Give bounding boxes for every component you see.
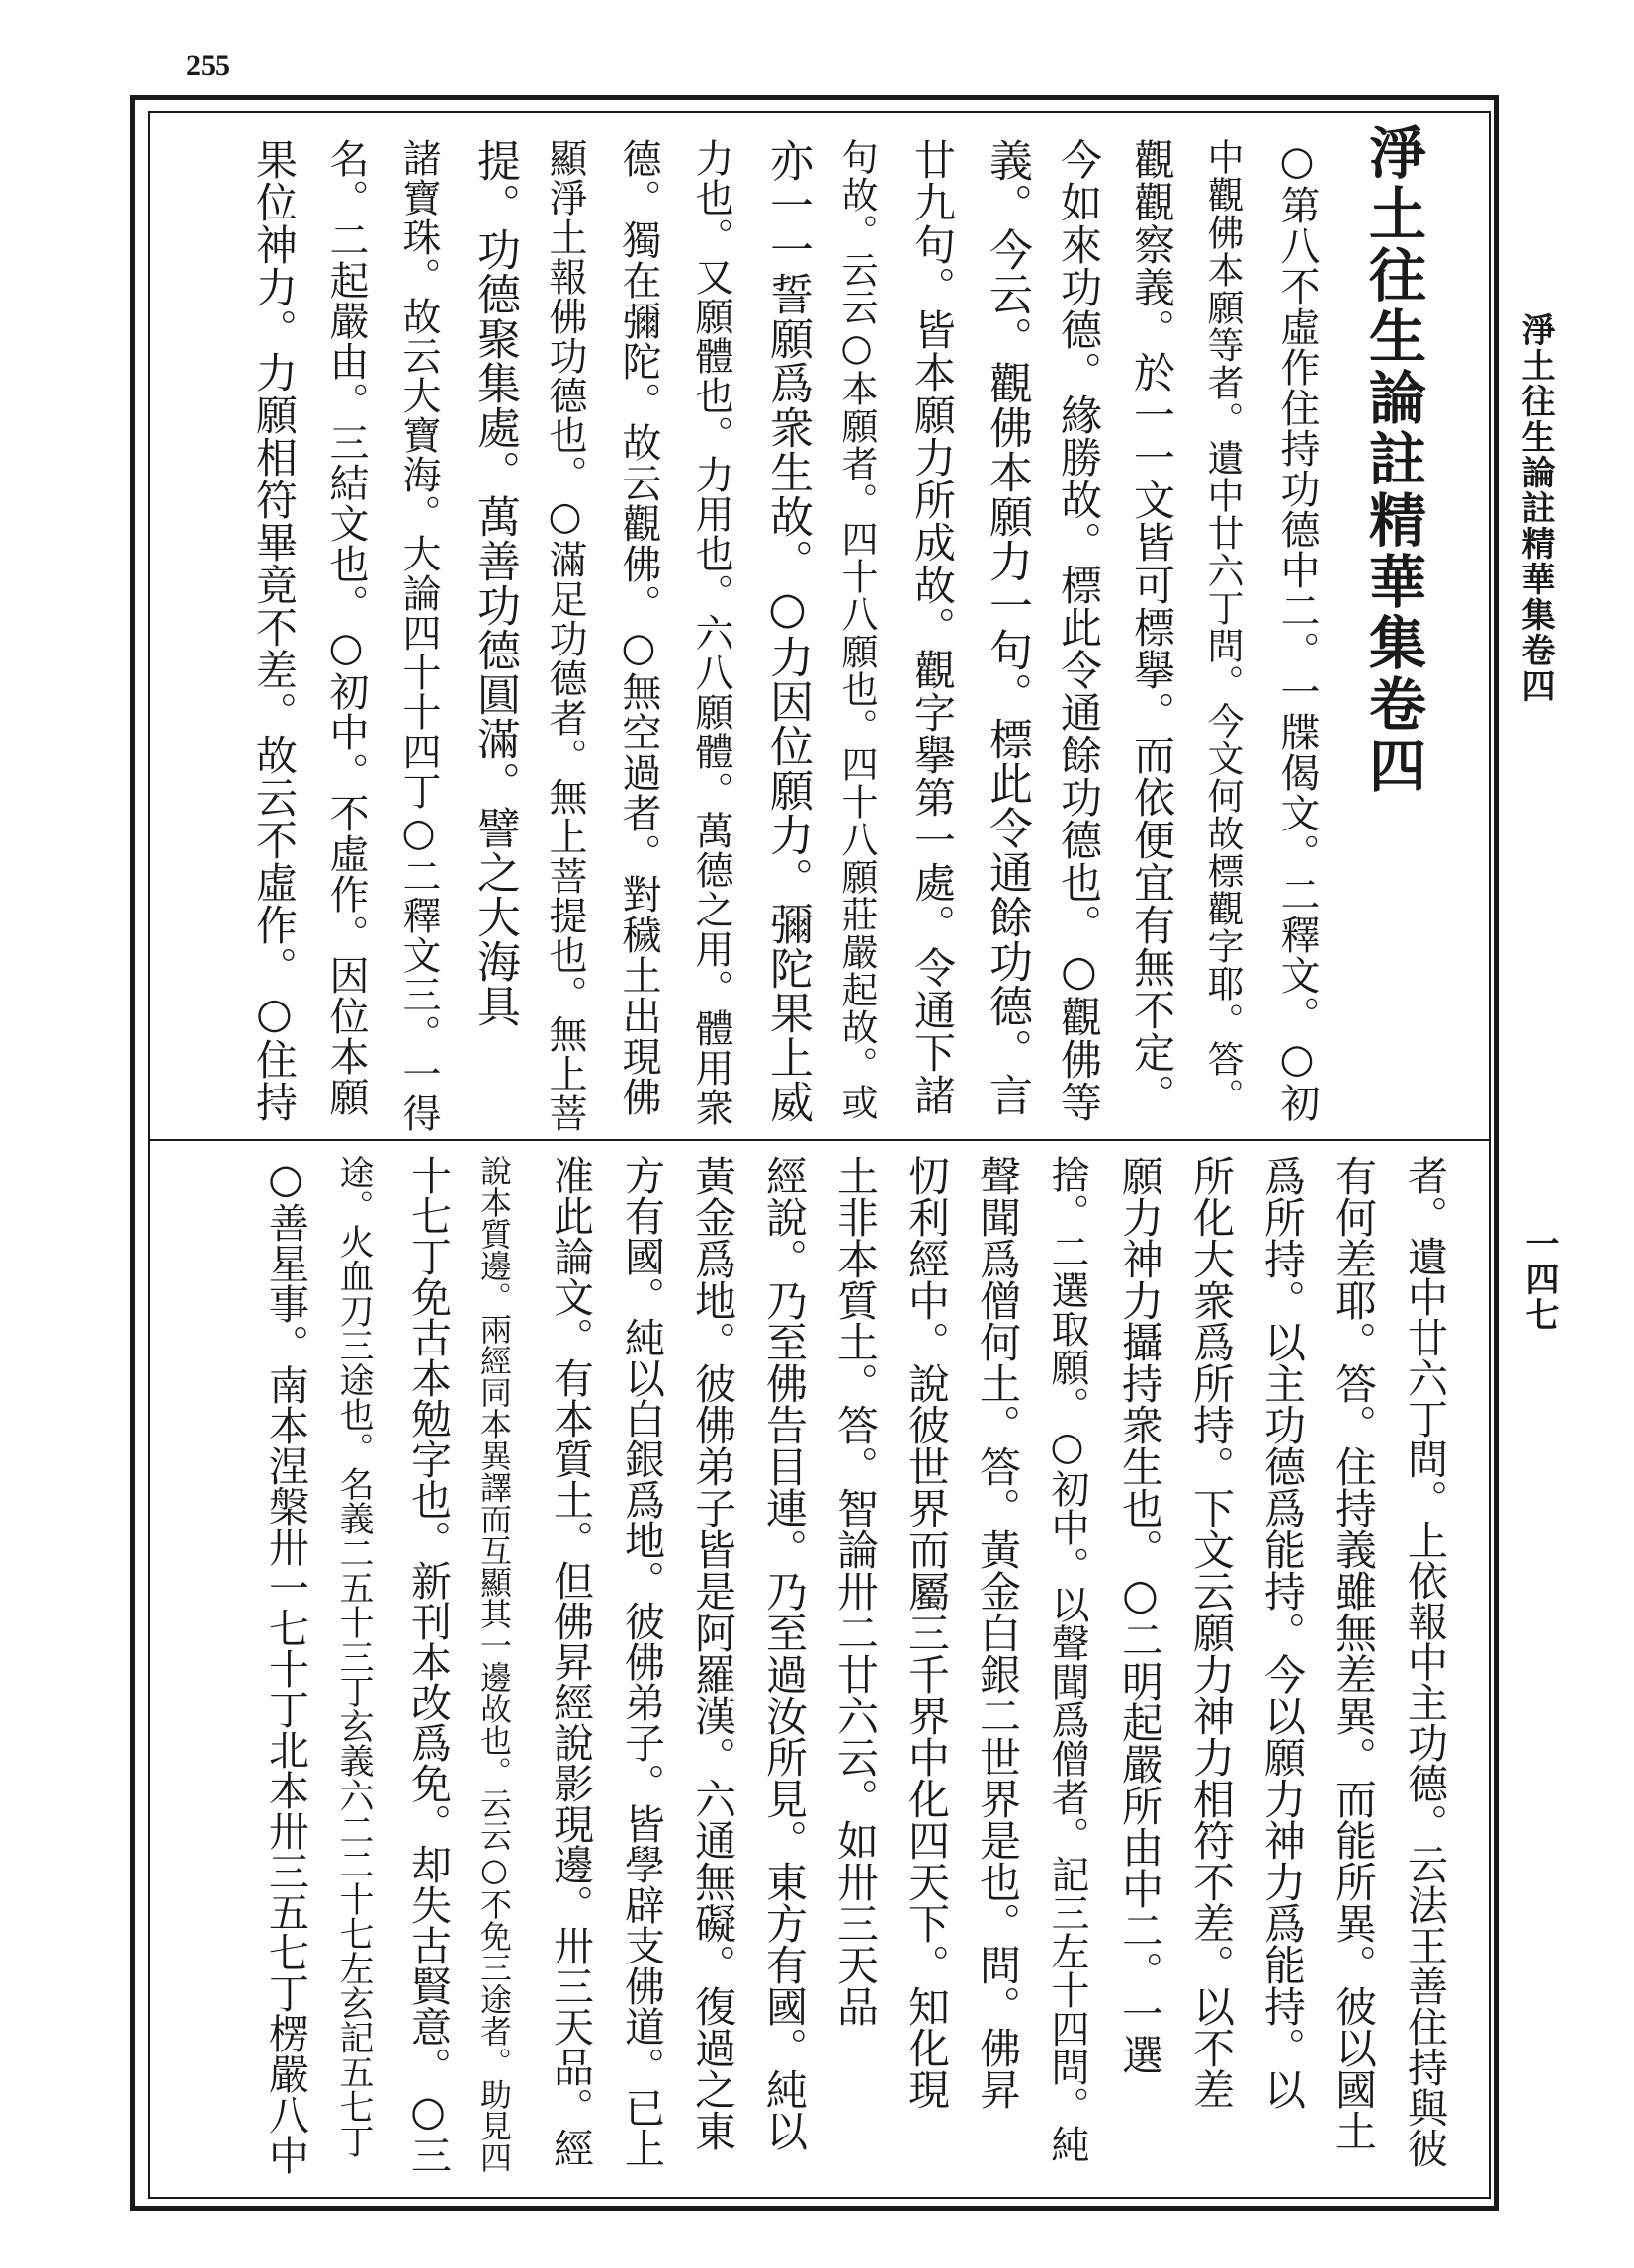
- text-column: 說本質邊。兩經同本異譯而互顯其一邊故也。云云○不免三途者。助見四: [475, 1155, 513, 2173]
- text-column: 所化大衆爲所持。下文云願力神力相符不差。以不差: [1187, 1155, 1236, 2110]
- text-column: ○第八不虛作住持功德中二。一牒偈文。二釋文。○初: [1274, 138, 1320, 1123]
- text-column: 名。二起嚴由。三結文也。○初中。不虛作。因位本願: [323, 138, 369, 1117]
- text-column: 義。今云。觀佛本願力一句。標此令通餘功德。言: [982, 138, 1032, 1117]
- text-column: 有何差耶。答。住持義雖無差異。而能所異。彼以國土: [1330, 1155, 1378, 2151]
- text-column: 者。遺中廿六丁問。上依報中主功德。云法王善住持與彼: [1401, 1155, 1448, 2168]
- text-column: 准此論文。有本質土。但佛昇經說影現邊。卅三天品。經: [547, 1155, 594, 2168]
- text-column: 今如來功德。緣勝故。標此令通餘功德也。○觀佛等: [1055, 138, 1103, 1123]
- section-divider: [150, 1139, 1489, 1141]
- text-column: 方有國。純以白銀爲地。彼佛弟子。皆學辟支佛道。已上: [618, 1155, 665, 2168]
- page-number: 255: [186, 49, 230, 82]
- text-column: 爲所持。以主功德爲能持。今以願力神力爲能持。以: [1258, 1155, 1307, 2110]
- text-column: 果位神力。力願相符畢竟不差。故云不虛作。○住持: [250, 138, 299, 1123]
- text-column: 德。獨在彌陀。故云觀佛。○無空過者。對穢土出現佛: [616, 138, 661, 1117]
- text-column: 經說。乃至佛告目連。乃至過汝所見。東方有國。純以: [760, 1155, 809, 2151]
- text-column: 十七丁免古本勉字也。新刊本改爲免。却失古賢意。○三: [404, 1155, 452, 2175]
- text-column: 句故。云云○本願者。四十八願也。四十八願莊嚴起故。或: [835, 138, 878, 1121]
- text-column: 提。功德聚集處。萬善功德圓滿。譬之大海具: [470, 138, 520, 1028]
- margin-book-title: 淨土往生論註精華集卷四: [1515, 312, 1555, 704]
- text-column: 亦一一誓願爲衆生故。○力因位願力。彌陀果上威: [762, 138, 813, 1124]
- margin-folio-number: 一四七: [1519, 1226, 1559, 1333]
- text-column: 顯淨土報佛功德也。○滿足功德者。無上菩提也。無上菩: [543, 138, 587, 1133]
- text-column: 途。火血刀三途也。名義二五十三丁玄義六二二十七左玄記五七丁: [334, 1155, 374, 2158]
- text-column: 捨。二選取願。○初中。以聲聞爲僧者。記三左十四問。純: [1045, 1155, 1089, 2163]
- text-column: 忉利經中。說彼世界而屬三千界中化四天下。知化現: [903, 1155, 951, 2110]
- text-column: 土非本質土。答。智論卅二廿六云。如卅三天品: [831, 1155, 880, 2027]
- text-column: 中觀佛本願等者。遺中廿六丁問。今文何故標觀字耶。答。: [1201, 138, 1244, 1115]
- text-column: 聲聞爲僧何土。答。黃金白銀二世界是也。問。佛昇: [974, 1155, 1022, 2110]
- text-column: 願力神力攝持衆生也。○二明起嚴所由中二。一選: [1116, 1155, 1164, 2075]
- text-column: 力也。又願體也。力用也。六八願體。萬德之用。體用衆: [689, 138, 733, 1127]
- section-title: 淨土往生論註精華集卷四: [1359, 123, 1426, 797]
- text-column: 黃金爲地。彼佛弟子皆是阿羅漢。六通無礙。復過之東: [689, 1155, 737, 2151]
- text-column: 廿九句。皆本願力所成故。觀字擧第一處。令通下諸: [908, 138, 957, 1116]
- text-column: 諸寶珠。故云大寶海。大論四十十四丁○二釋文三。一得: [396, 138, 441, 1133]
- text-column: ○善星事。南本涅槃卅一七十丁北本卅三五七丁楞嚴八中: [262, 1155, 309, 2175]
- text-column: 觀觀察義。於一一文皆可標擧。而依便宜有無不定。: [1128, 138, 1176, 1116]
